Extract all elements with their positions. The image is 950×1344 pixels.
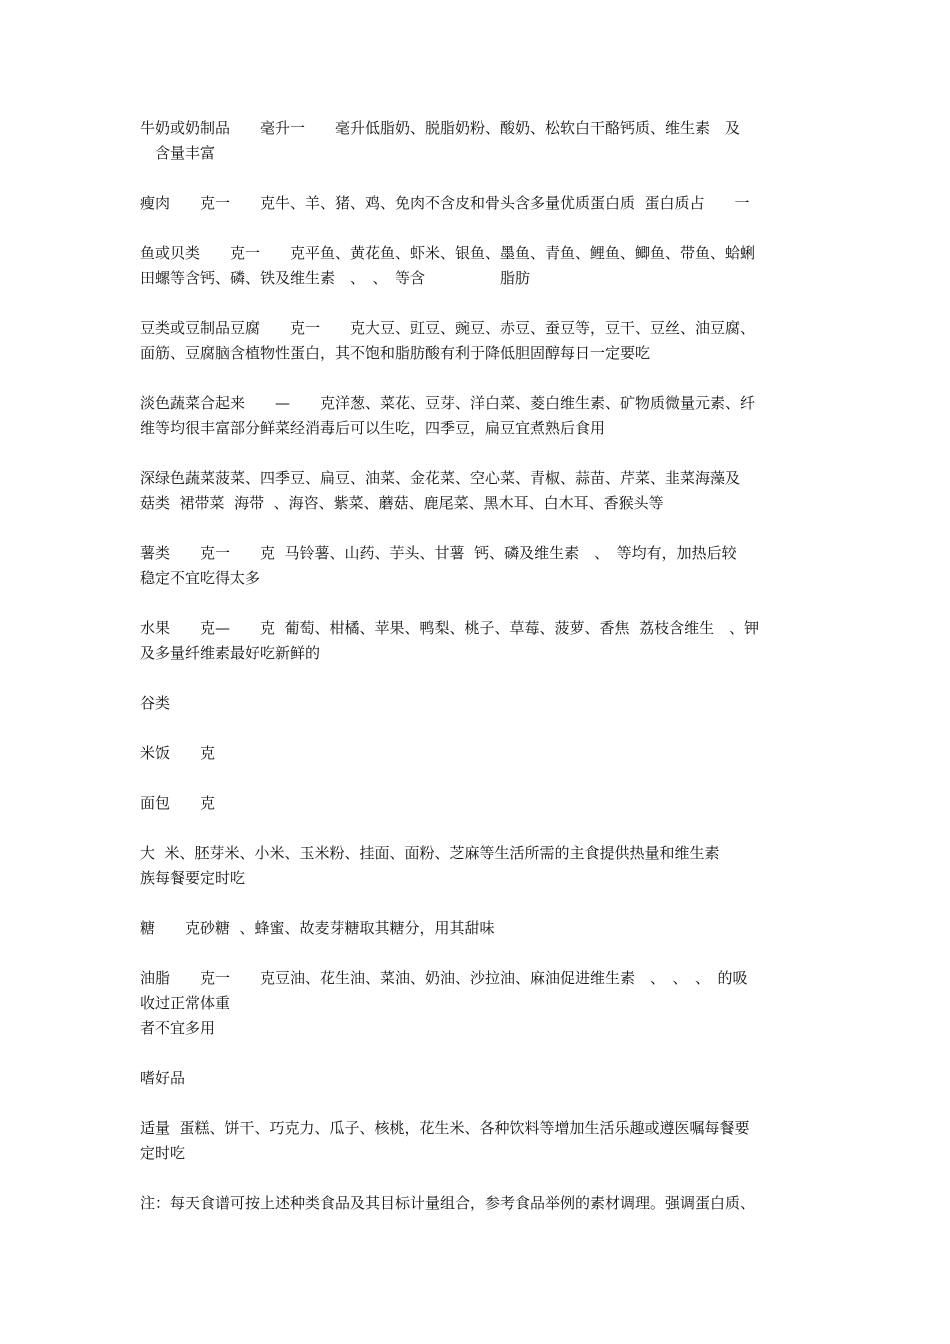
text-line: 者不宜多用 [140,1019,216,1037]
text-line: 及多量纤维素最好吃新鲜的 [140,644,321,662]
text-line: 水果 克— 克 葡萄、柑橘、苹果、鸭梨、桃子、草莓、菠萝、香焦 荔枝含维生 、钾 [140,619,760,637]
paragraph [140,1116,812,1166]
paragraph [140,466,812,516]
text-line: 淡色蔬菜合起来 — 克洋葱、菜花、豆芽、洋白菜、菱白维生素、矿物质微量元素、纤 [140,394,756,412]
paragraph [140,241,812,291]
text-line: 牛奶或奶制品 毫升一 毫升低脂奶、脱脂奶粉、酸奶、松软白干酪钙质、维生素 及 [140,119,741,137]
text-line: 瘦肉 克一 克牛、羊、猪、鸡、免肉不含皮和骨头含多量优质蛋白质 蛋白质占 一 [140,194,750,212]
text-line: 注：每天食谱可按上述种类食品及其目标计量组合，参考食品举例的素材调理。强调蛋白质、 [140,1194,756,1212]
paragraph [140,791,812,816]
paragraph [140,1191,812,1216]
text-line: 豆类或豆制品豆腐 克一 克大豆、豇豆、豌豆、赤豆、蚕豆等，豆干、豆丝、油豆腐、 [140,319,756,337]
text-line: 谷类 [140,694,171,712]
paragraph [140,316,812,366]
text-line: 定时吃 [140,1144,186,1162]
document-body [140,116,812,1241]
text-line: 米饭 克 [140,744,216,762]
paragraph [140,841,812,891]
text-line: 含量丰富 [140,144,216,162]
text-line: 田螺等含钙、磷、铁及维生素 、 、 等含 脂肪 [140,269,531,287]
text-line: 面包 克 [140,794,216,812]
paragraph [140,1066,812,1091]
paragraph [140,616,812,666]
paragraph [140,191,812,216]
text-line: 鱼或贝类 克一 克平鱼、黄花鱼、虾米、银鱼、墨鱼、青鱼、鲤鱼、鲫鱼、带鱼、蛤蜊 [140,244,756,262]
paragraph [140,916,812,941]
paragraph [140,116,812,166]
text-line: 稳定不宜吃得太多 [140,569,261,587]
text-line: 油脂 克一 克豆油、花生油、菜油、奶油、沙拉油、麻油促进维生素 、 、 、 的吸 [140,969,748,987]
paragraph [140,391,812,441]
text-line: 深绿色蔬菜菠菜、四季豆、扁豆、油菜、金花菜、空心菜、青椒、蒜苗、芹菜、韭菜海藻及 [140,469,741,487]
text-line: 族每餐要定时吃 [140,869,246,887]
paragraph [140,966,812,1041]
text-line: 薯类 克一 克 马铃薯、山药、芋头、甘薯 钙、磷及维生素 、 等均有，加热后较 [140,544,737,562]
text-line: 嗜好品 [140,1069,186,1087]
paragraph [140,691,812,716]
text-line: 适量 蛋糕、饼干、巧克力、瓜子、核桃，花生米、各种饮料等增加生活乐趣或遵医嘱每餐要 [140,1119,750,1137]
text-line: 大 米、胚芽米、小米、玉米粉、挂面、面粉、芝麻等生活所需的主食提供热量和维生素 [140,844,720,862]
paragraph [140,741,812,766]
paragraph [140,541,812,591]
text-line: 维等均很丰富部分鲜菜经消毒后可以生吃，四季豆，扁豆宜煮熟后食用 [140,419,606,437]
text-line: 面筋、豆腐脑含植物性蛋白，其不饱和脂肪酸有利于降低胆固醇每日一定要吃 [140,344,651,362]
text-line: 糖 克砂糖 、蜂蜜、故麦芽糖取其糖分，用其甜味 [140,919,495,937]
text-line: 收过正常体重 [140,994,231,1012]
text-line: 菇类 裙带菜 海带 、海咨、紫菜、蘑菇、鹿尾菜、黑木耳、白木耳、香猴头等 [140,494,664,512]
